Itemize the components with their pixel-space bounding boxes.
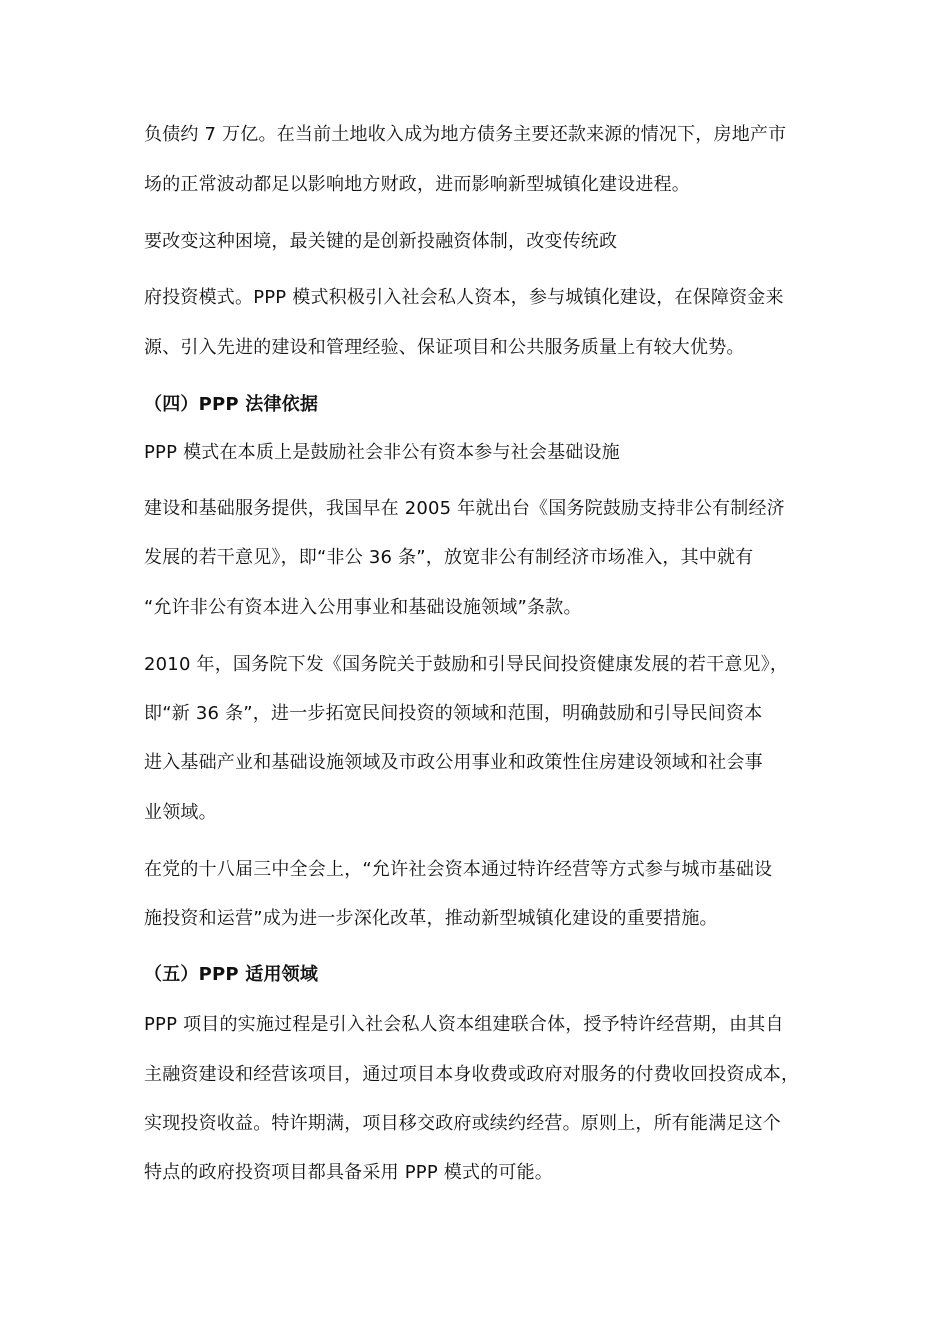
- section-heading-4: （四）PPP 法律依据: [144, 394, 319, 415]
- paragraph-line: 业领域。: [144, 802, 217, 823]
- paragraph-line: 府投资模式。PPP 模式积极引入社会私人资本，参与城镇化建设，在保障资金来: [144, 287, 784, 308]
- paragraph-line: PPP 项目的实施过程是引入社会私人资本组建联合体，授予特许经营期，由其自: [144, 1014, 784, 1035]
- paragraph-line: 负债约 7 万亿。在当前土地收入成为地方债务主要还款来源的情况下，房地产市: [144, 124, 787, 145]
- paragraph-line: 在党的十八届三中全会上，“允许社会资本通过特许经营等方式参与城市基础设: [144, 859, 773, 880]
- paragraph-line: 施投资和运营”成为进一步深化改革，推动新型城镇化建设的重要措施。: [144, 908, 718, 929]
- paragraph-line: 源、引入先进的建设和管理经验、保证项目和公共服务质量上有较大优势。: [144, 337, 745, 358]
- paragraph-line: 要改变这种困境，最关键的是创新投融资体制，改变传统政: [144, 231, 618, 252]
- paragraph-line: “允许非公有资本进入公用事业和基础设施领域”条款。: [144, 597, 582, 618]
- paragraph-line: 即“新 36 条”，进一步拓宽民间投资的领域和范围，明确鼓励和引导民间资本: [144, 703, 763, 724]
- paragraph-line: 实现投资收益。特许期满，项目移交政府或续约经营。原则上，所有能满足这个: [144, 1113, 781, 1134]
- paragraph-line: 场的正常波动都足以影响地方财政，进而影响新型城镇化建设进程。: [144, 174, 690, 195]
- paragraph-line: PPP 模式在本质上是鼓励社会非公有资本参与社会基础设施: [144, 442, 620, 463]
- paragraph-line: 主融资建设和经营该项目，通过项目本身收费或政府对服务的付费收回投资成本，: [144, 1064, 800, 1085]
- paragraph-line: 发展的若干意见》，即“非公 36 条”，放宽非公有制经济市场准入，其中就有: [144, 547, 754, 568]
- paragraph-line: 建设和基础服务提供，我国早在 2005 年就出台《国务院鼓励支持非公有制经济: [144, 498, 785, 519]
- paragraph-line: 进入基础产业和基础设施领域及市政公用事业和政策性住房建设领域和社会事: [144, 752, 763, 773]
- paragraph-line: 2010 年，国务院下发《国务院关于鼓励和引导民间投资健康发展的若干意见》，: [144, 654, 789, 675]
- paragraph-line: 特点的政府投资项目都具备采用 PPP 模式的可能。: [144, 1162, 554, 1183]
- section-heading-5: （五）PPP 适用领域: [144, 964, 319, 985]
